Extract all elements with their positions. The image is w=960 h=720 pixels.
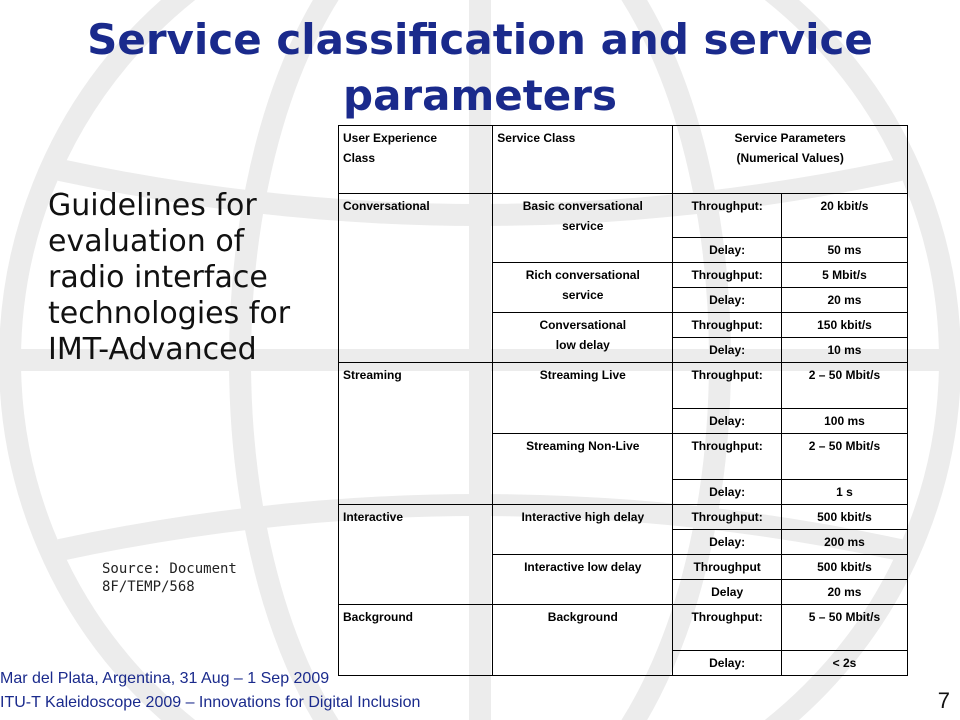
footer-event: ITU-T Kaleidoscope 2009 – Innovations for Digital Inclusion	[0, 694, 421, 711]
class-conversational-low-delay	[493, 313, 673, 363]
source-line-2: 8F/TEMP/568	[102, 579, 195, 595]
param-value: 5 Mbit/s	[781, 263, 907, 288]
param-label: Throughput:	[673, 363, 782, 409]
param-label: Throughput:	[673, 434, 782, 480]
param-label: Throughput	[673, 555, 782, 580]
param-label: Delay	[673, 580, 782, 605]
class-text: low delay	[555, 338, 610, 352]
param-value: < 2s	[781, 651, 907, 676]
header-text: (Numerical Values)	[736, 151, 844, 165]
class-interactive-low-delay: Interactive low delay	[493, 555, 673, 605]
param-label: Delay:	[673, 288, 782, 313]
class-rich-conversational	[493, 263, 673, 313]
param-value: 500 kbit/s	[781, 505, 907, 530]
slide-title: Service classification and service parameters	[87, 15, 873, 120]
group-conversational: Conversational	[339, 194, 493, 363]
source-note	[102, 560, 302, 596]
param-value: 20 ms	[781, 580, 907, 605]
param-value: 150 kbit/s	[781, 313, 907, 338]
param-value: 2 – 50 Mbit/s	[781, 363, 907, 409]
param-label: Delay:	[673, 480, 782, 505]
param-label: Delay:	[673, 530, 782, 555]
param-value: 100 ms	[781, 409, 907, 434]
param-label: Throughput:	[673, 505, 782, 530]
param-value: 20 kbit/s	[781, 194, 907, 238]
param-label: Throughput:	[673, 263, 782, 288]
param-label: Throughput:	[673, 313, 782, 338]
param-label: Throughput:	[673, 605, 782, 651]
param-value: 500 kbit/s	[781, 555, 907, 580]
header-user-experience-class	[339, 126, 493, 194]
class-text: service	[562, 219, 604, 233]
table-row	[339, 505, 908, 530]
param-value: 200 ms	[781, 530, 907, 555]
header-text: User Experience	[343, 131, 438, 145]
class-text: service	[562, 288, 604, 302]
param-value: 1 s	[781, 480, 907, 505]
param-label: Delay:	[673, 338, 782, 363]
param-value: 10 ms	[781, 338, 907, 363]
table-header-row	[339, 126, 908, 194]
table-row	[339, 605, 908, 651]
param-label: Delay:	[673, 238, 782, 263]
class-streaming-live: Streaming Live	[493, 363, 673, 434]
header-service-class	[493, 126, 673, 194]
param-value: 20 ms	[781, 288, 907, 313]
group-background: Background	[339, 605, 493, 676]
param-value: 5 – 50 Mbit/s	[781, 605, 907, 651]
param-label: Delay:	[673, 409, 782, 434]
table-row	[339, 363, 908, 409]
class-text: Conversational	[539, 318, 627, 332]
header-text: Class	[343, 151, 376, 165]
page-number: 7	[937, 688, 950, 713]
param-label: Delay:	[673, 651, 782, 676]
class-interactive-high-delay: Interactive high delay	[493, 505, 673, 555]
table-row	[339, 194, 908, 238]
header-service-parameters	[673, 126, 908, 194]
header-text: Service Class	[497, 131, 576, 145]
source-line-1: Source: Document	[102, 561, 237, 577]
class-background: Background	[493, 605, 673, 676]
footer-location: Mar del Plata, Argentina, 31 Aug – 1 Sep 2009	[0, 670, 330, 687]
service-parameters-table	[338, 125, 908, 676]
class-text: Rich conversational	[525, 268, 640, 282]
param-label: Throughput:	[673, 194, 782, 238]
header-text: Service Parameters	[734, 131, 846, 145]
class-basic-conversational	[493, 194, 673, 263]
param-value: 2 – 50 Mbit/s	[781, 434, 907, 480]
guidelines-text: Guidelines for evaluation of radio interface technologies for IMT-Advanced	[48, 188, 291, 367]
group-streaming: Streaming	[339, 363, 493, 505]
param-value: 50 ms	[781, 238, 907, 263]
class-streaming-non-live: Streaming Non-Live	[493, 434, 673, 505]
class-text: Basic conversational	[522, 199, 643, 213]
group-interactive: Interactive	[339, 505, 493, 605]
